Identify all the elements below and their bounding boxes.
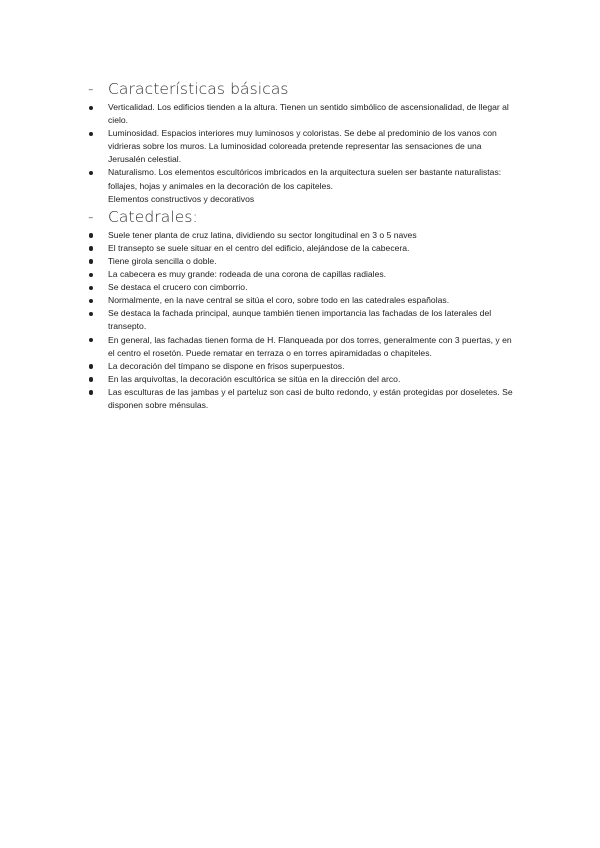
list-item: [88, 307, 520, 333]
list-item-text: La decoración del tímpano se dispone en frisos superpuestos.: [108, 360, 345, 371]
heading-title: Catedrales:: [108, 207, 198, 226]
list-item-text: En general, las fachadas tienen forma de H. Flanqueada por dos torres, generalmente con 3 puertas, y en el centro el rosetón. Puede rematar en terraza o en torres apiramidadas o chapiteles.: [108, 334, 512, 358]
section-heading-caracteristicas: [88, 80, 520, 98]
list-item-text: En las arquivoltas, la decoración escultórica se sitúa en la dirección del arco.: [108, 373, 401, 384]
bullet-icon: [89, 377, 93, 381]
bullet-icon: [89, 132, 93, 136]
list-item: [88, 334, 520, 360]
list-item: [88, 229, 520, 242]
heading-dash: -: [88, 207, 94, 226]
catedrales-list: [88, 229, 520, 412]
list-item-text: Las esculturas de las jambas y el parteluz son casi de bulto redondo, y están protegidas por doseletes. Se disponen sobre ménsulas.: [108, 386, 513, 410]
list-item: [88, 255, 520, 268]
bullet-icon: [89, 171, 93, 175]
heading-dash: -: [88, 80, 94, 98]
list-item: [88, 127, 520, 166]
bullet-icon: [89, 338, 93, 342]
bullet-icon: [89, 364, 93, 368]
bullet-icon: [89, 390, 93, 394]
list-item: [88, 101, 520, 127]
trailing-line: Elementos constructivos y decorativos: [108, 193, 255, 204]
bullet-icon: [89, 106, 93, 110]
bullet-icon: [89, 273, 93, 277]
list-item: [88, 360, 520, 373]
list-item-text: Verticalidad. Los edificios tienden a la altura. Tienen un sentido simbólico de ascensionalidad, de llegar al cielo.: [108, 102, 509, 126]
caracteristicas-list: [88, 101, 520, 193]
list-item-text: La cabecera es muy grande: rodeada de una corona de capillas radiales.: [108, 269, 387, 280]
bullet-icon: [89, 259, 93, 263]
list-item: [88, 268, 520, 281]
document-content: [88, 80, 520, 412]
bullet-icon: [89, 233, 93, 237]
list-item: [88, 373, 520, 386]
list-item: [88, 166, 520, 192]
list-item-text: Se destaca el crucero con cimborrio.: [108, 282, 248, 293]
bullet-icon: [89, 299, 93, 303]
list-item: [88, 281, 520, 294]
heading-title: Características básicas: [108, 80, 289, 98]
section-heading-catedrales: [88, 208, 520, 226]
bullet-icon: [89, 286, 93, 290]
list-item-text: El transepto se suele situar en el centro del edificio, alejándose de la cabecera.: [108, 242, 410, 253]
list-item-text: Naturalismo. Los elementos escultóricos imbricados en la arquitectura suelen ser bastante naturalistas: follajes, hojas y animales en la decoración de los capiteles.: [108, 167, 502, 191]
bullet-icon: [89, 246, 93, 250]
list-item-text: Normalmente, en la nave central se sitúa el coro, sobre todo en las catedrales españolas.: [108, 295, 450, 306]
list-item-text: Se destaca la fachada principal, aunque también tienen importancia las fachadas de los laterales del transepto.: [108, 308, 492, 332]
list-item-text: Luminosidad. Espacios interiores muy luminosos y coloristas. Se debe al predominio de los vanos con vidrieras sobre los muros. La luminosidad coloreada pretende representar las sensaciones de una Jerusalén celestial.: [108, 128, 497, 165]
list-item-text: Suele tener planta de cruz latina, dividiendo su sector longitudinal en 3 o 5 naves: [108, 229, 417, 240]
list-item: [88, 386, 520, 412]
list-item-text: Tiene girola sencilla o doble.: [108, 255, 217, 266]
list-item: [88, 294, 520, 307]
bullet-icon: [89, 312, 93, 316]
list-item: [88, 242, 520, 255]
